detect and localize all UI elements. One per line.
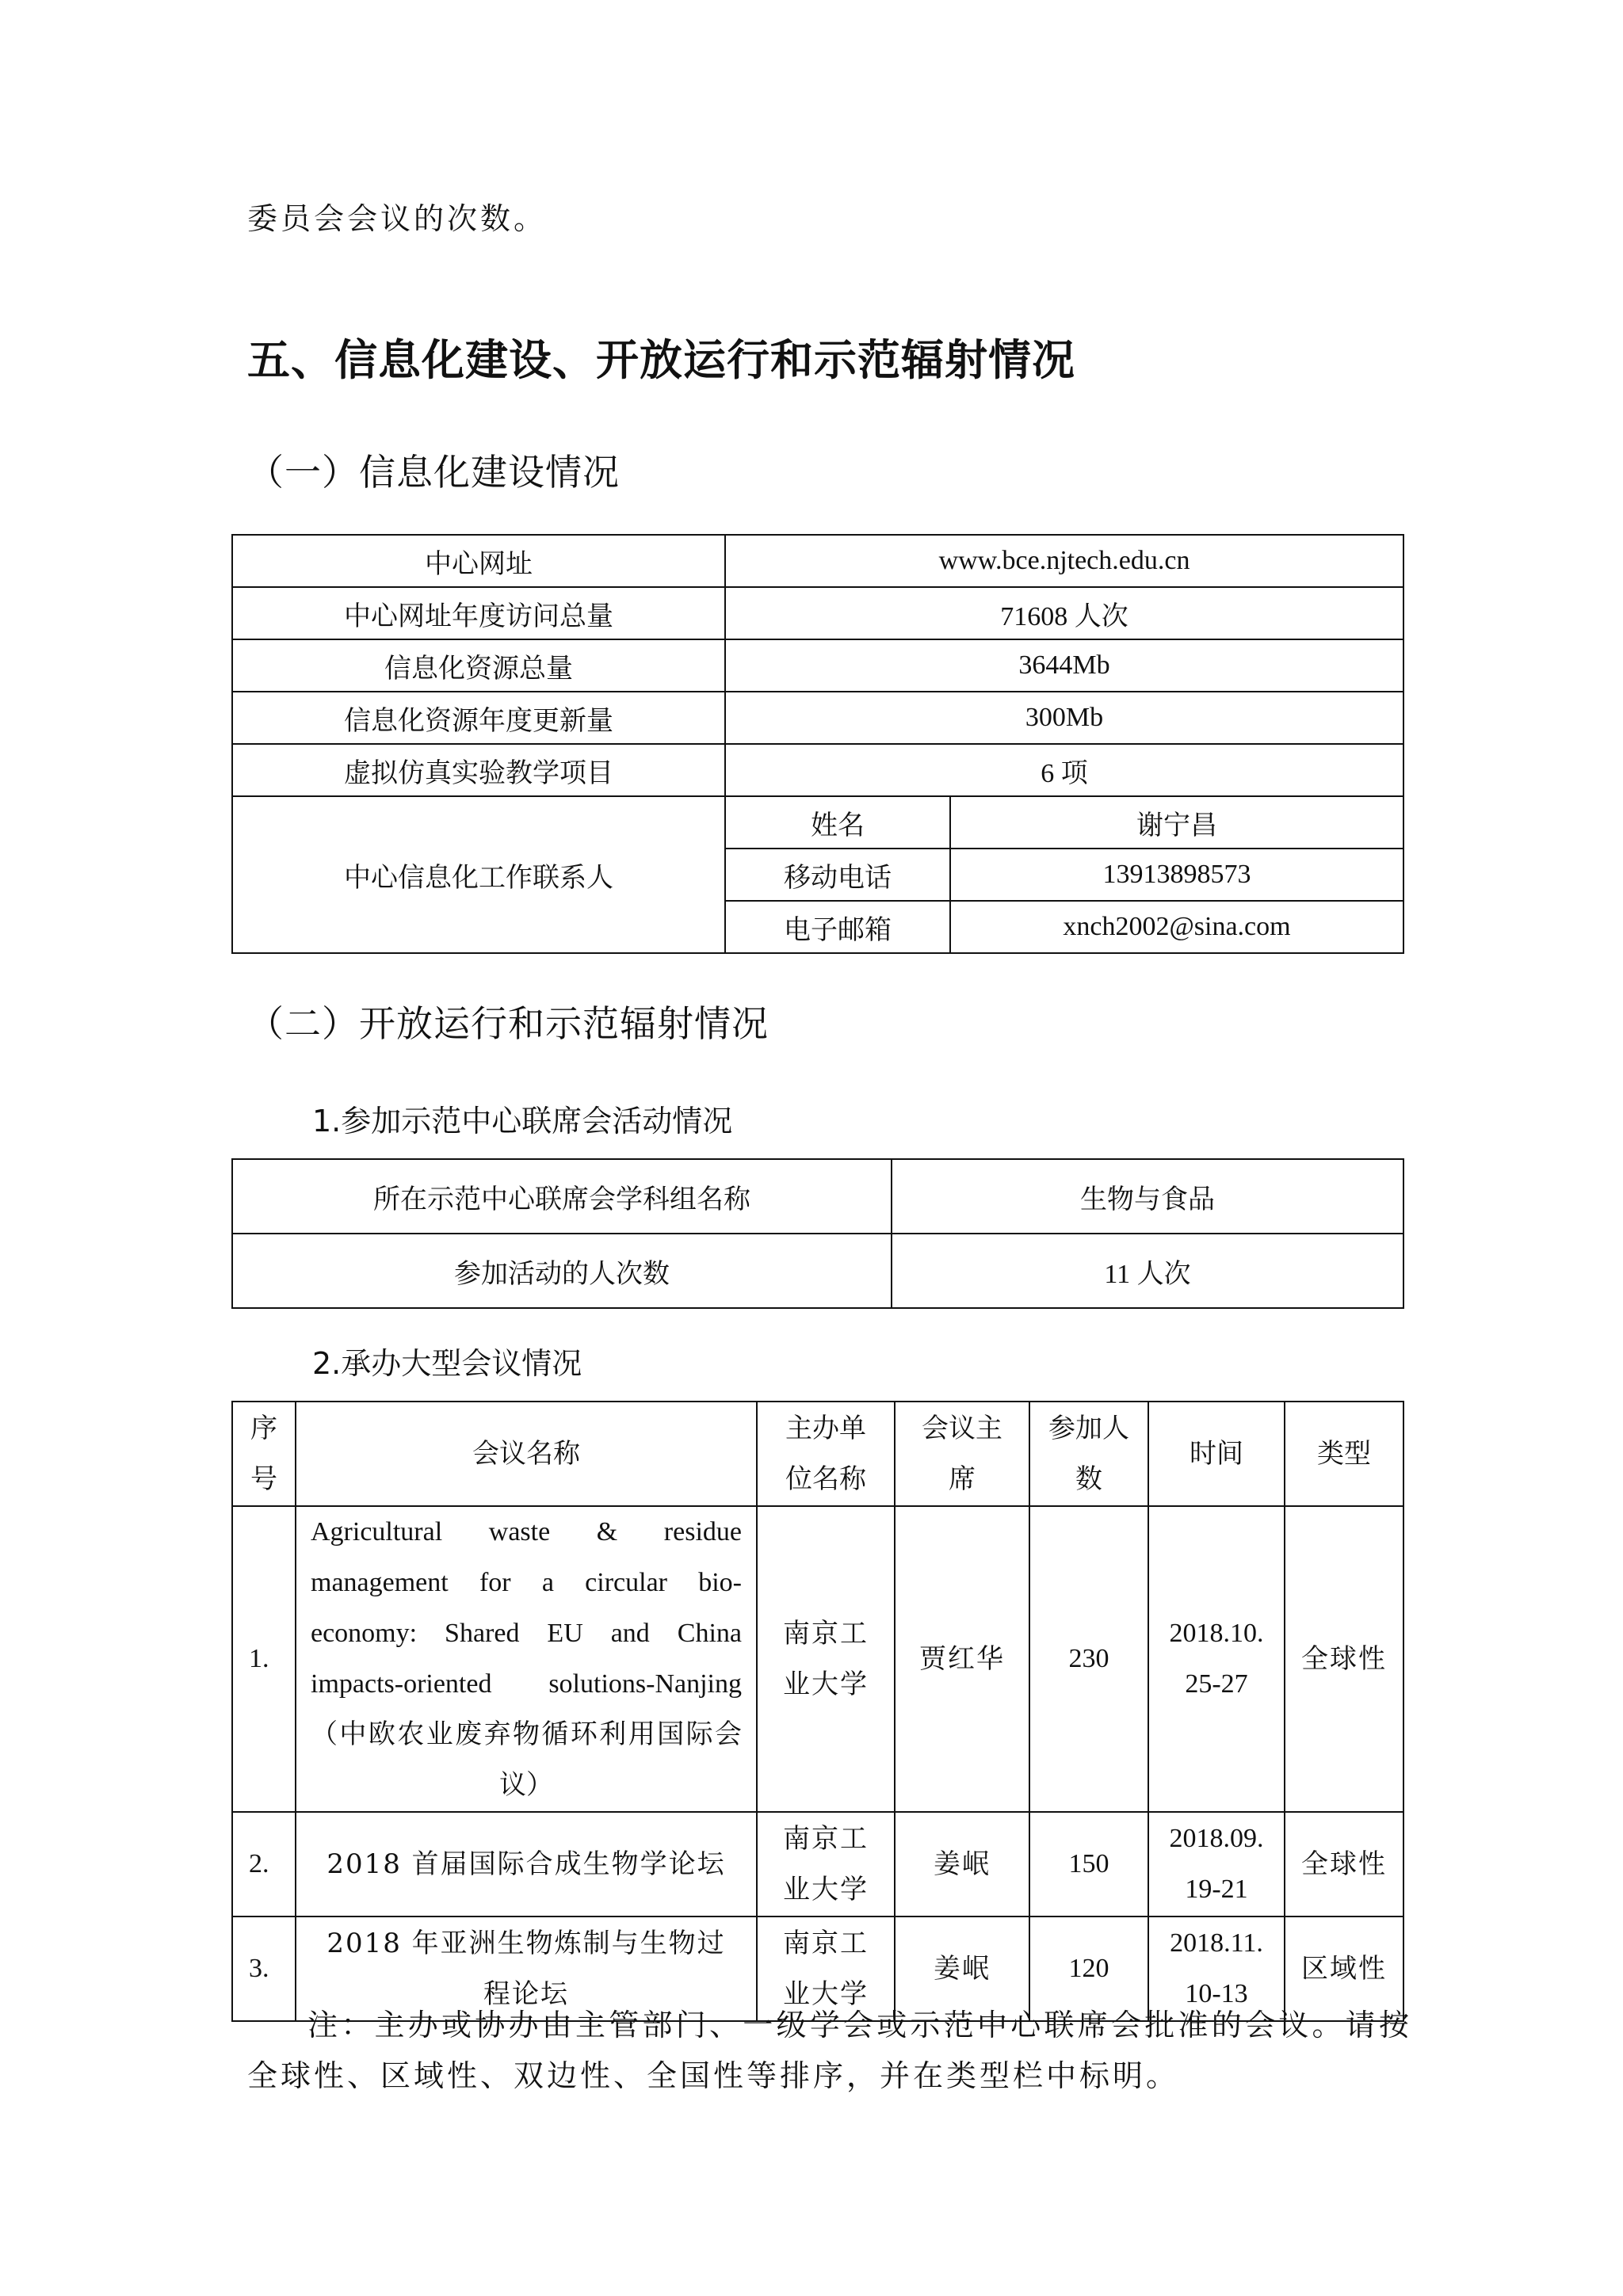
subject-group-value: 生物与食品 — [892, 1159, 1403, 1234]
item1-title: 1.参加示范中心联席会活动情况 — [312, 1104, 733, 1138]
contact-email-label: 电子邮箱 — [725, 901, 950, 953]
table-row — [232, 535, 1403, 587]
contact-phone-label: 移动电话 — [725, 849, 950, 901]
header-name: 会议名称 — [296, 1402, 757, 1506]
subsection-title-operation: （二）开放运行和示范辐射情况 — [247, 1002, 769, 1045]
participants-value: 11 人次 — [892, 1234, 1403, 1308]
cell-type: 区域性 — [1285, 1917, 1403, 2021]
cell-host: 南京工业大学 — [757, 1506, 895, 1812]
table-row — [232, 639, 1403, 692]
item2-title: 2.承办大型会议情况 — [312, 1346, 582, 1381]
participants-label: 参加活动的人次数 — [232, 1234, 892, 1308]
informatization-table — [231, 534, 1404, 954]
table-row — [232, 1159, 1403, 1234]
website-value: www.bce.njtech.edu.cn — [725, 535, 1403, 587]
intro-line: 委员会会议的次数。 — [247, 201, 548, 236]
table-header-row — [232, 1402, 1403, 1506]
contact-phone-value: 13913898573 — [950, 849, 1403, 901]
cell-attendees: 120 — [1029, 1917, 1148, 2021]
table-note: 注：主办或协办由主管部门、一级学会或示范中心联席会批准的会议。请按全球性、区域性、双边性、全国性等排序，并在类型栏中标明。 — [247, 2008, 1412, 2093]
conference-table — [231, 1401, 1404, 2022]
cell-time: 2018.09.19-21 — [1148, 1812, 1285, 1917]
cell-type: 全球性 — [1285, 1812, 1403, 1917]
table-row — [232, 1812, 1403, 1917]
vsim-value: 6 项 — [725, 744, 1403, 796]
table-row — [232, 1234, 1403, 1308]
section-title: 五、信息化建设、开放运行和示范辐射情况 — [247, 335, 1075, 385]
cell-time: 2018.11.10-13 — [1148, 1917, 1285, 2021]
table-row — [232, 1506, 1403, 1812]
table-row — [232, 796, 1403, 849]
contact-label: 中心信息化工作联系人 — [232, 796, 725, 953]
contact-email-value: xnch2002@sina.com — [950, 901, 1403, 953]
vsim-label: 虚拟仿真实验教学项目 — [232, 744, 725, 796]
visits-value: 71608 人次 — [725, 587, 1403, 639]
cell-attendees: 230 — [1029, 1506, 1148, 1812]
cell-chair: 姜岷 — [895, 1812, 1029, 1917]
subsection-title-informatization: （一）信息化建设情况 — [247, 451, 620, 494]
updates-value: 300Mb — [725, 692, 1403, 744]
contact-name-label: 姓名 — [725, 796, 950, 849]
header-attendees: 参加人数 — [1029, 1402, 1148, 1506]
cell-host: 南京工业大学 — [757, 1812, 895, 1917]
council-table — [231, 1158, 1404, 1309]
visits-label: 中心网址年度访问总量 — [232, 587, 725, 639]
cell-host: 南京工业大学 — [757, 1917, 895, 2021]
header-time: 时间 — [1148, 1402, 1285, 1506]
cell-time: 2018.10.25-27 — [1148, 1506, 1285, 1812]
cell-conference-name: 2018 年亚洲生物炼制与生物过程论坛 — [296, 1917, 757, 2021]
contact-name-value: 谢宁昌 — [950, 796, 1403, 849]
table-row — [232, 692, 1403, 744]
cell-chair: 贾红华 — [895, 1506, 1029, 1812]
resources-value: 3644Mb — [725, 639, 1403, 692]
cell-conference-name: 2018 首届国际合成生物学论坛 — [296, 1812, 757, 1917]
subject-group-label: 所在示范中心联席会学科组名称 — [232, 1159, 892, 1234]
cell-conference-name: Agricultural waste & residue management for a circular bio-economy: Shared EU and China impacts-oriented solutions-Nanjing（中欧农业废弃物循环利用国际会议） — [296, 1506, 757, 1812]
cell-chair: 姜岷 — [895, 1917, 1029, 2021]
cell-no: 3. — [232, 1917, 296, 2021]
header-no: 序号 — [232, 1402, 296, 1506]
header-host: 主办单位名称 — [757, 1402, 895, 1506]
updates-label: 信息化资源年度更新量 — [232, 692, 725, 744]
cell-type: 全球性 — [1285, 1506, 1403, 1812]
cell-no: 1. — [232, 1506, 296, 1812]
resources-label: 信息化资源总量 — [232, 639, 725, 692]
header-chair: 会议主席 — [895, 1402, 1029, 1506]
cell-no: 2. — [232, 1812, 296, 1917]
cell-attendees: 150 — [1029, 1812, 1148, 1917]
header-type: 类型 — [1285, 1402, 1403, 1506]
table-row — [232, 744, 1403, 796]
website-label: 中心网址 — [232, 535, 725, 587]
table-row — [232, 587, 1403, 639]
